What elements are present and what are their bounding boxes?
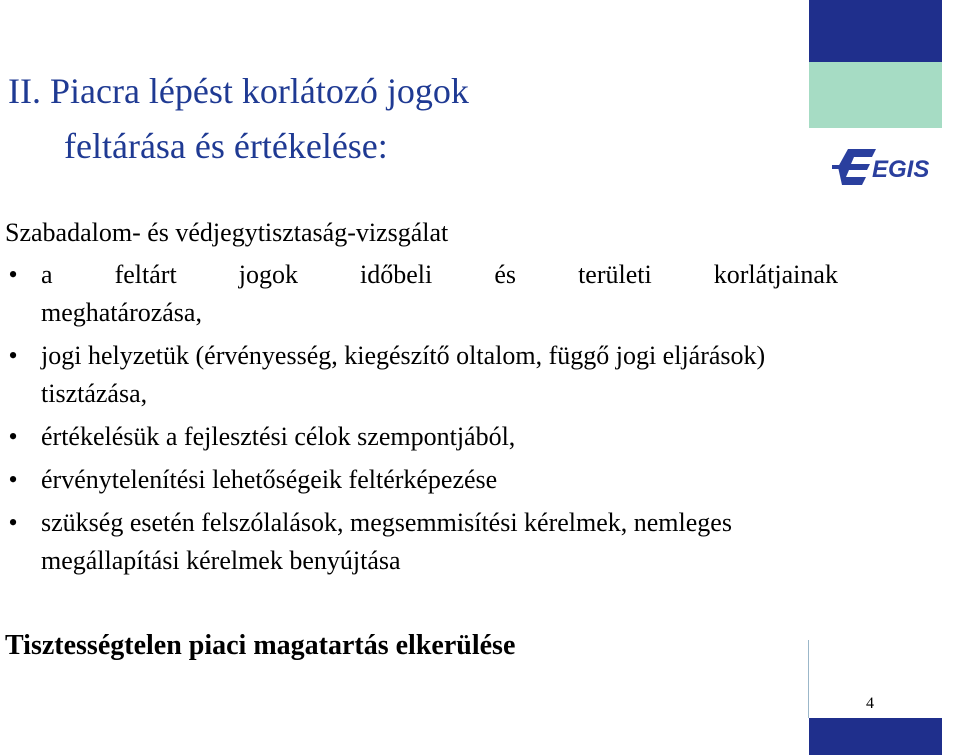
decor-navy-bottom-block <box>809 718 942 755</box>
title-line-2: feltárása és értékelése: <box>64 126 388 166</box>
list-item <box>0 256 838 332</box>
slide-title <box>8 64 788 174</box>
list-item <box>0 504 838 580</box>
bullet-list <box>0 256 838 585</box>
logo-text: EGIS <box>872 156 930 183</box>
list-item <box>0 418 838 456</box>
bullet-icon: • <box>8 508 18 537</box>
bullet-text: értékelésük a fejlesztési célok szempontjából, <box>41 422 516 451</box>
decor-navy-block <box>809 0 942 62</box>
title-line-1: II. Piacra lépést korlátozó jogok <box>8 71 469 111</box>
bullet-icon: • <box>8 422 18 451</box>
bullet-icon: • <box>8 341 18 370</box>
word: jogok <box>238 260 298 289</box>
bullet-text: szükség esetén felszólalások, megsemmisítési kérelmek, nemleges megállapítási kérelmek benyújtása <box>41 508 732 575</box>
egis-logo <box>832 137 950 197</box>
decor-green-block <box>809 62 942 128</box>
bullet-text: érvénytelenítési lehetőségeik feltérképezése <box>41 465 498 494</box>
page-number: 4 <box>866 695 874 712</box>
bullet-text-row-2: meghatározása, <box>41 298 202 327</box>
bottom-heading: Tisztességtelen piaci magatartás elkerülése <box>5 630 516 661</box>
bullet-text: jogi helyzetük (érvényesség, kiegészítő oltalom, függő jogi eljárások) tisztázása, <box>41 341 766 408</box>
bullet-text-row <box>41 256 838 294</box>
decor-divider <box>808 640 809 718</box>
section-heading: Szabadalom- és védjegytisztaság-vizsgálat <box>5 218 449 247</box>
list-item <box>0 337 838 413</box>
bullet-icon: • <box>8 260 18 289</box>
word: korlátjainak <box>713 260 838 289</box>
bullet-icon: • <box>8 465 18 494</box>
word: feltárt <box>114 260 177 289</box>
word: területi <box>578 260 652 289</box>
word: a <box>41 260 53 289</box>
word: időbeli <box>360 260 433 289</box>
list-item <box>0 461 838 499</box>
word: és <box>494 260 516 289</box>
